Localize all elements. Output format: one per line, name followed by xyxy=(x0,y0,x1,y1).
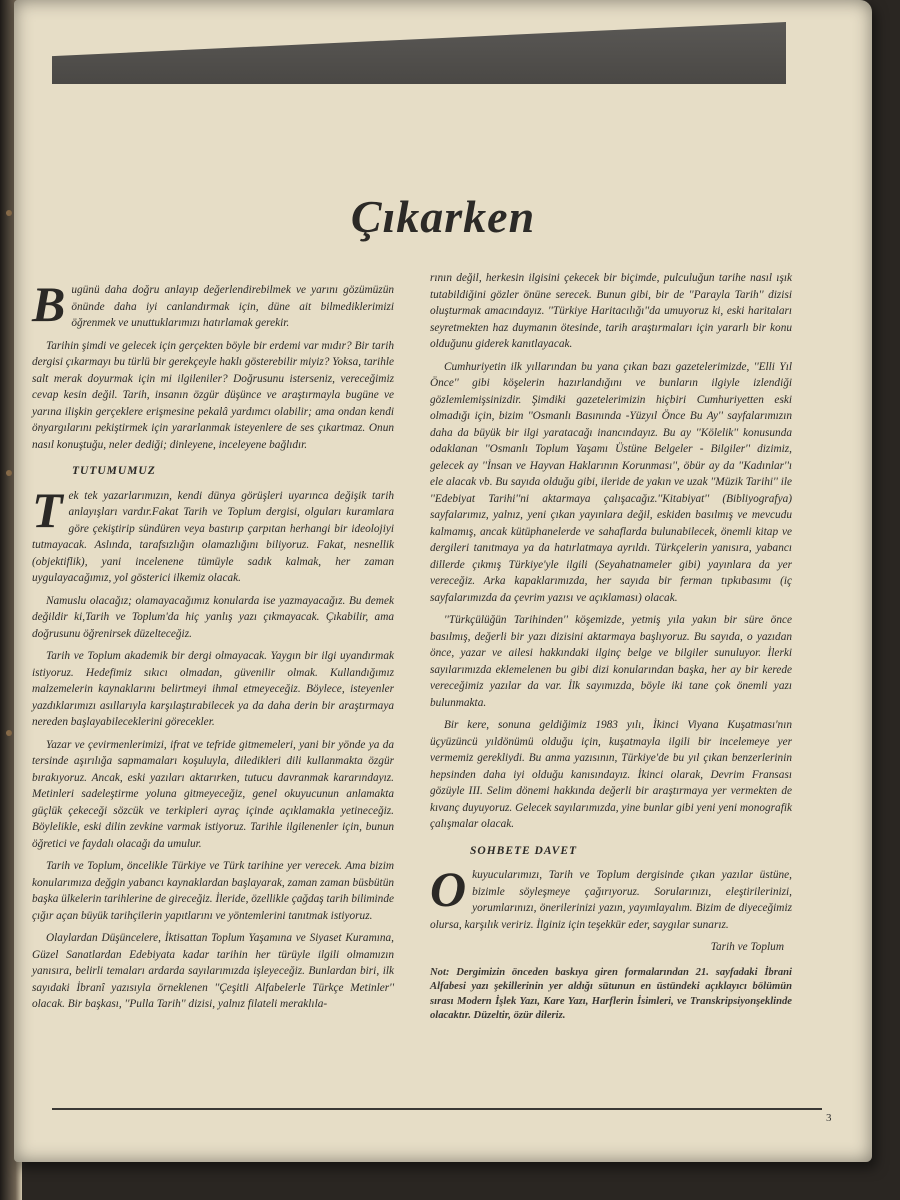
header-bar xyxy=(52,22,786,84)
body-paragraph: Tek tek yazarlarımızın, kendi dünya görüşleri uyarınca değişik tarih anlayışları vardır.Fakat Tarih ve Toplum dergisi, olguları kuramlara göre çekiştirip sündüren veya bastırıp çarpıtan herhangi bir ideolojiyi tutmayacak. Aslında, tarafsızlığın olamazlığını biliyoruz. Fakat, nesnellik (objektiflik), yani incelenene tümüyle sadık kalmak, her zaman uygulayacağımız, yol gösterici ilkemiz olacak. xyxy=(32,481,394,584)
page-title: Çıkarken xyxy=(350,191,536,242)
body-paragraph: Tarih ve Toplum akademik bir dergi olmayacak. Yaygın bir ilgi uyandırmak istiyoruz. Hedefimiz sıkıcı olmadan, güvenilir olmak. Kullandığımız malzemelerin kaynaklarını belirtmeyi ihmal etmeyeceğiz. Böylece, isteyenler yazdıklarımızı asıllarıyla karşılaştırabilecek ya da daha derin bir araştırmaya nereden başlayabileceklerini görecekler. xyxy=(32,650,394,728)
body-paragraph: ''Türkçülüğün Tarihinden'' köşemizde, yetmiş yıla yakın bir süre önce basılmış, değerli bir yazı dizisini aktarmaya başlıyoruz. Bu sayıda, o yazıdan önce, yazar ve ailesi hakkındaki ilginç belge ve bilgiler sunuluyor. İlerki sayılarımızda eklemelenen bu gibi dizi konularından başka, her ay bir kerede vereceğimiz yazılar da var. İlk sayımızda, böyle iki tane çok önemli yazı bulunmakta. xyxy=(430,614,792,709)
body-paragraph: Tarih ve Toplum, öncelikle Türkiye ve Türk tarihine yer verecek. Ama bizim konularımıza değgin yabancı kaynaklardan başlayarak, zaman zaman büsbütün başka ülkelerin tarihlerine de gireceğiz. İleride, özellikle çağdaş tarih biliminde çığır açan büyük tarihçilerin yapıtlarını ve yöntemlerini tanıtmak istiyoruz. xyxy=(32,860,394,922)
footer-rule xyxy=(52,1108,822,1110)
drop-cap: O xyxy=(430,861,467,917)
page-number: 3 xyxy=(826,1112,832,1124)
body-paragraph: Tarihin şimdi ve gelecek için gerçekten böyle bir erdemi var mıdır? Bir tarih dergisi çıkarmayı bu türlü bir gerekçeyle haklı gösterebilir miyiz? Yoksa, tarihle salt merak doyurmak için mi ilgileniler? Doğrusunu isterseniz, vereceğimiz cevap kesin değil. Tarih, insanın özgür düşünce ve araştırmayla bugüne ve yarına ilişkin gerçeklere erişmesine pekalâ yardımcı olabilir; ama ondan kendi önyargılarını pekiştirmek için yararlanmak isteyenlere de ses çıkartmaz. Onun nasıl konuştuğu, neler dediği; dinleyene, inceleyene bağlıdır. xyxy=(32,339,394,451)
signature: Tarih ve Toplum xyxy=(710,941,784,953)
body-paragraph: Bir kere, sonuna geldiğimiz 1983 yılı, İkinci Viyana Kuşatması'nın üçyüzüncü yıldönümü olduğu için, kuşatmayla ilgili bir incelemeye yer vermemiz gerekliydi. Bu anma yazısının, Türkiye'de bu yıl çıkan benzerlerinin hepsinden daha iyi olduğu kanısındayız. İkinci olarak, Devrim Fransası gözüyle III. Selim dönemi hakkında değerli bir araştırmaya yer vermekten de kıvanç duyuyoruz. Gelecek sayılarımızda, yine bunlar gibi yeni yeni monografik çalışmalar olacak. xyxy=(430,719,792,830)
body-paragraph: Olaylardan Düşüncelere, İktisattan Toplum Yaşamına ve Siyaset Kuramına, Güzel Sanatlardan Edebiyata kadar tarihin her türüyle ilgili olmamızın yanısıra, belirli temaları ardarda sayılarımızda işleyeceğiz. Bunlardan biri, ilk sayıdaki İbranî yazısıyla örneklenen ''Çeşitli Alfabelerle Türkçe Metinler'' olacak. Bir başkası, ''Pulla Tarih'' dizisi, yalnız filateli meraklıla- xyxy=(32,932,394,1010)
stitch-hole xyxy=(6,730,12,736)
body-paragraph: Yazar ve çevirmenlerimizi, ifrat ve tefride gitmemeleri, yani bir yönde ya da tersinde aşırılığa sapmamaları koşuluyla, diledikleri dili kullanmakta özgür bırakıyoruz. Ancak, eski yazıları aktarırken, tutucu davranmak kararındayız. Metinleri sadeleştirme yoluna gitmeyeceğiz, genel okuyucunun anlamakta güçlük çekeceği sözcük ve terkipleri ayraç içinde açıklamakla yetineceğiz. Böylelikle, eski dilin zevkine varmak istiyoruz. Tarihle ilgilenenler için, bunun öğretici ve faydalı olacağı da umulur. xyxy=(32,738,394,850)
correction-note: Not: Dergimizin önceden baskıya giren formalarından 21. sayfadaki İbrani Alfabesi yazı şekillerinin yer aldığı sütunun en üstündeki açıklayıcı bölümün sırası Modern İşlek Yazı, Kare Yazı, Harflerin İsimleri, ve Transkripsiyonşeklinde olacaktır. Düzeltir, özür dileriz. xyxy=(430,966,792,1021)
body-paragraph: Namuslu olacağız; olamayacağımız konularda ise yazmayacağız. Bu demek değildir ki,Tarih ve Toplum'da hiç yanlış yazı çıkmayacak. Çıkabilir, ama doğrusunu öğrenirsek düzelteceğiz. xyxy=(32,594,394,640)
body-paragraph: Okuyucularımızı, Tarih ve Toplum dergisinde çıkan yazılar üstüne, bizimle söyleşmeye çağırıyoruz. Sorularınızı, eleştirilerinizi, yorumlarınızı, önerilerinizi yazın, yayımlayalım. Bizim de diyeceğimiz olursa, karşılık veririz. İlginiz için teşekkür eder, saygılar sunarız. xyxy=(430,861,792,931)
left-column xyxy=(32,276,394,1019)
drop-cap: B xyxy=(32,276,66,332)
magazine-page xyxy=(14,0,872,1162)
body-paragraph: Cumhuriyetin ilk yıllarından bu yana çıkan bazı gazetelerimizde, ''Elli Yıl Önce'' gibi köşelerin hazırlandığını ve bunların ilgiyle izlendiği gözlemlemişsinizdir. Şimdiki gazetelerimizin hiçbiri Cumhuriyetten eski olmadığı için, bizim ''Osmanlı Basınında -Yüzyıl Önce Bu Ay'' sayfalarımızın daha da büyük bir ilgi yaratacağı inancındayız. Bu ay ''Kölelik'' konusunda odaklanan ''Osmanlı Toplum Yaşamı Üstüne Belgeler - Bilgiler'' dizimiz, gelecek ay ''İnsan ve Hayvan Haklarının Korunması'', öbür ay da ''Kadınlar''ı ele alacak vb. Bu sayıda olduğu gibi, ileride de yakın ve uzak ''Müzik Tarihi'' ile ''Edebiyat Tarihi''ni aktarmaya çalışacağız.''Kitabiyat'' (Bibliyografya) sayfalarımız, yalnız, yeni çıkan yayınlara değil, eskiden basılmış ve mevcudu kalmamış, ancak kütüphanelerde ve sahaflarda bulunabilecek, önemli kitap ve dergileri tanıtmaya ya da hatırlatmaya ayrıldı. Türkçelerin yanısıra, yabancı dillerde çıkmış Türkiye'yle ilgili (Seyahatnameler gibi) yayınlara da yer vereceğiz. Arka kapaklarımızda, her sayıda bir ferman tıpkıbasımı (iç sayfalarımızda da çevrim yazısı ve açıklaması) olacak. xyxy=(430,360,792,604)
drop-cap: T xyxy=(32,481,63,538)
right-column xyxy=(430,270,792,1030)
section-heading: TUTUMUMUZ xyxy=(72,465,156,477)
intro-paragraph: Bugünü daha doğru anlayıp değerlendirebilmek ve yarını gözümüzün önünde daha iyi canlandırmak için, düne ait bilmediklerimizi öğrenmek ve unuttuklarımızı hatırlamak gerekir. xyxy=(32,276,394,332)
body-paragraph: rının değil, herkesin ilgisini çekecek bir biçimde, pulculuğun tarihe nasıl ışık tutabildiğini gözler önüne serecek. Bunun gibi, bir de ''Parayla Tarih'' dizisi oluşturmak amacındayız. ''Türkiye Haritacılığı''da umuyoruz ki, eski haritaları seyretmekten haz duymanın ötesinde, tarih araştırmaları için yararlı bir konu olduğunu giderek kanıtlayacak. xyxy=(430,272,792,350)
stitch-hole xyxy=(6,210,12,216)
section-heading: SOHBETE DAVET xyxy=(470,844,578,857)
stitch-hole xyxy=(6,470,12,476)
